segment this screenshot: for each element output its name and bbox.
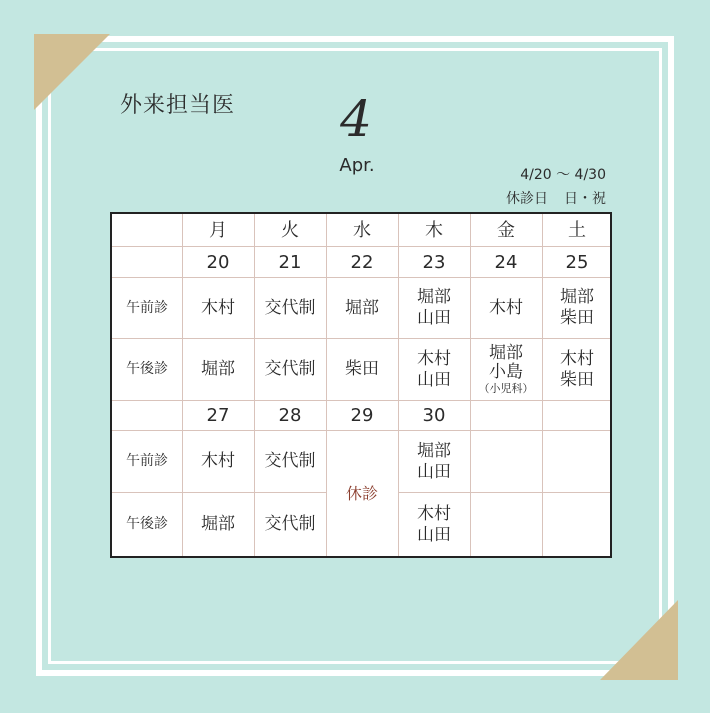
slot-label-am: 午前診 (126, 299, 168, 316)
doctor-cell (182, 339, 254, 400)
date-cell: 30 (422, 405, 446, 426)
doctor-name: 木村 (560, 348, 594, 369)
holiday-info (506, 188, 606, 208)
page-title: 外来担当医 (120, 93, 236, 118)
doctor-cell (182, 493, 254, 556)
schedule-table (110, 212, 612, 558)
doctor-name: 堀部 (345, 297, 379, 318)
doctor-cell (470, 339, 542, 400)
doctor-name: 堀部 (489, 342, 523, 363)
date-cell: 23 (422, 251, 446, 273)
pediatrics-note: （小児科） (478, 381, 534, 395)
doctor-name: 木村 (417, 503, 451, 524)
doctor-name: 小島 (489, 361, 523, 382)
doctor-name: 山田 (417, 461, 451, 482)
doctor-name: 木村 (201, 451, 235, 471)
slot-label-am: 午前診 (126, 453, 168, 469)
date-cell: 28 (278, 405, 302, 426)
doctor-name: 交代制 (264, 514, 316, 534)
doctor-cell (398, 493, 470, 556)
doctor-cell (254, 278, 326, 338)
doctor-cell (254, 339, 326, 400)
month-label: Apr. (339, 155, 375, 176)
period-range: 4/20 〜 4/30 (520, 167, 606, 183)
weekday-thu: 木 (425, 219, 443, 241)
doctor-name: 木村 (417, 348, 451, 369)
date-cell: 29 (350, 405, 374, 426)
weekday-mon: 月 (209, 219, 227, 241)
slot-label-pm: 午後診 (126, 516, 168, 532)
doctor-name: 柴田 (345, 359, 379, 379)
doctor-name: 木村 (201, 297, 235, 318)
weekday-tue: 火 (281, 219, 299, 241)
slot-label-pm: 午後診 (126, 361, 168, 377)
doctor-name: 山田 (417, 308, 451, 328)
date-cell: 20 (206, 251, 230, 273)
doctor-name: 堀部 (560, 287, 594, 307)
doctor-name: 柴田 (560, 369, 594, 390)
doctor-name: 堀部 (201, 359, 235, 379)
doctor-cell (182, 278, 254, 338)
weekday-fri: 金 (497, 219, 515, 241)
doctor-cell (182, 431, 254, 492)
weekday-sat: 土 (568, 219, 586, 241)
doctor-cell (470, 278, 542, 338)
doctor-cell (398, 278, 470, 338)
doctor-name: 山田 (417, 369, 451, 390)
doctor-cell (326, 278, 398, 338)
doctor-name: 交代制 (264, 297, 316, 318)
doctor-name: 堀部 (417, 440, 451, 461)
date-cell: 27 (206, 405, 230, 426)
doctor-name: 交代制 (264, 451, 316, 471)
doctor-name: 堀部 (417, 287, 451, 307)
doctor-cell (542, 339, 612, 400)
date-cell: 21 (278, 251, 302, 273)
doctor-name: 柴田 (560, 308, 594, 328)
doctor-cell (254, 493, 326, 556)
doctor-name: 交代制 (264, 359, 316, 379)
corner-ornament-top-left (34, 34, 110, 110)
date-cell: 22 (350, 251, 374, 273)
holiday-label: 休診日 (506, 191, 548, 207)
doctor-cell (254, 431, 326, 492)
holiday-days: 日・祝 (564, 191, 606, 207)
corner-ornament-bottom-right (600, 600, 678, 680)
doctor-cell (398, 431, 470, 492)
closed-day-cell: 休診 (345, 484, 378, 503)
doctor-cell (398, 339, 470, 400)
doctor-name: 木村 (489, 297, 523, 318)
weekday-wed: 水 (353, 219, 371, 241)
doctor-cell (326, 339, 398, 400)
doctor-name: 山田 (417, 524, 451, 545)
doctor-name: 堀部 (201, 514, 235, 534)
doctor-cell (542, 278, 612, 338)
month-number: 4 (340, 90, 372, 148)
date-cell: 24 (494, 251, 518, 273)
date-cell: 25 (565, 251, 589, 273)
